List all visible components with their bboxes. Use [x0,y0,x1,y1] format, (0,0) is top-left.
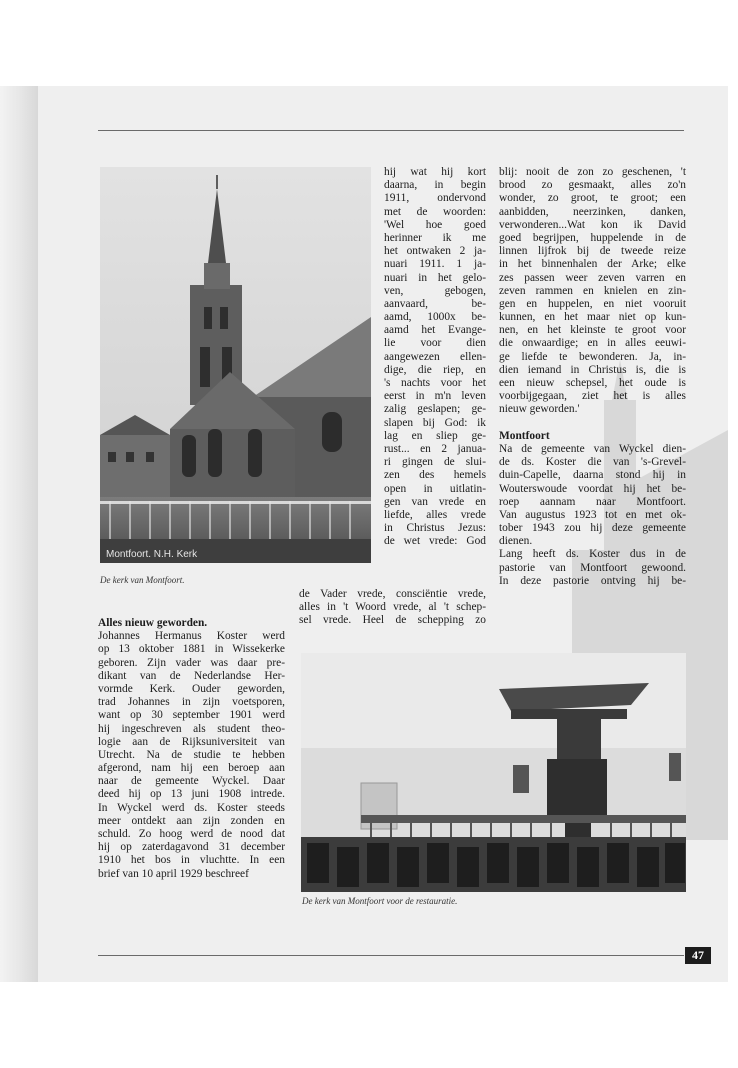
text-line: nuari in het gelo- [384,271,486,284]
text-line: zen des hemels [384,469,486,482]
text-line: linnen lijfrok bij de tweede reize [499,245,686,258]
text-line: kunnen, en het maar niet op kun- [499,311,686,324]
text-line: hij wat hij kort [384,166,486,178]
text-line: lie voor dien [384,337,486,350]
text-line: herinner ik me [384,231,486,244]
text-line: wonder, zo groot, te groot; een [499,192,686,205]
text-line: lag en sliep ge- [384,429,486,442]
text-line: trad Johannes in zijn voetsporen, [98,696,285,709]
text-line: dige, die riep, en [384,363,486,376]
text-line: In deze pastorie ontving hij be- [499,574,686,587]
column-2 [384,166,486,548]
page-number: 47 [685,947,711,964]
text-line: met de woorden: [384,205,486,218]
text-line: zes passen weer zeven varren en [499,271,686,284]
text-line: Utrecht. Na de studie te hebben [98,748,285,761]
text-line: hij op zaterdagavond 31 december [98,841,285,854]
text-line: aamd het Evange- [384,324,486,337]
text-line: afgerond, nam hij een beroep aan [98,762,285,775]
text-line: die onwaardige; en in alles eeuwi- [499,337,686,350]
text-line: nen, en het kleinste te groot voor [499,324,686,337]
text-line: blij: nooit de zon zo geschenen, 't [499,166,686,178]
text-line: aanvaard, be- [384,297,486,310]
text-line: de wet vrede: God [384,535,486,548]
text-line: de ds. Koster die van 's-Grevel- [499,456,686,469]
text-line: alles in 't Woord vrede, al 't schep- [299,601,486,614]
text-line: gen en huppelen, en niet vooruit [499,297,686,310]
top-rule [98,130,684,131]
book-spine [0,86,38,982]
text-line: geboren. Zijn vader was daar pre- [98,656,285,669]
text-line: slapen bij God: ik [384,416,486,429]
text-line: ge liefde te bewonderen. Ja, in- [499,350,686,363]
text-line: duin-Capelle, daarna stond hij in [499,469,686,482]
text-line: want op 30 september 1901 werd [98,709,285,722]
text-line: ri gingen de slui- [384,456,486,469]
text-line: aamd, 1000x be- [384,311,486,324]
text-line: rust... en 2 janua- [384,442,486,455]
text-line: Lang heeft ds. Koster dus in de [499,548,686,561]
text-line: pastorie van Montfoort gewoond. [499,561,686,574]
column-1 [98,617,285,881]
text-line: dienen. [499,535,533,548]
text-line: in het binnenhalen der Arke; elke [499,258,686,271]
text-line: brief van 10 april 1929 beschreef [98,867,249,880]
text-line: deed hij op 13 juni 1908 intrede. [98,788,285,801]
text-line: roep aannam naar Montfoort. [499,495,686,508]
text-line: dikant van de Nederlandse Her- [98,669,285,682]
text-line: schuld. Zo hoog werd de nood dat [98,828,285,840]
text-line: 's nachts voor het [384,377,486,389]
text-line: 1911, ondervond [384,192,486,205]
text-line: dien iemand in Christus is, die is [499,363,686,376]
text-line: meer ontdekt aan zijn zonden en [98,814,285,827]
text-line: brood zo gesmaakt, alles zo'n [499,179,686,192]
text-line: ven, gebogen, [384,284,486,297]
text-line: het ontwaken 2 ja- [384,245,486,258]
text-line: vormde Kerk. Ouder geworden, [98,682,285,695]
text-line: gen van vrede en [384,495,486,508]
text-line: Johannes Hermanus Koster werd [98,630,285,643]
text-line: tober 1943 zou hij deze gemeente [499,522,686,535]
text-line: eerst in m'n leven [384,390,486,403]
church-exterior-illustration [100,167,371,563]
text-line: Van augustus 1923 tot en met ok- [499,508,686,521]
text-line: daarna, in begin [384,179,486,192]
text-line: de Vader vrede, consciëntie vrede, [299,588,486,600]
bottom-rule [98,955,684,956]
text-line: een nieuw schepsel, het oude is [499,377,686,389]
photo-inscription: Montfoort. N.H. Kerk [106,549,198,560]
church-exterior-photo [100,167,371,563]
text-line: 1910 het bos in vluchtte. In een [98,854,285,867]
column-3 [499,166,686,588]
section-heading-montfoort: Montfoort [499,429,550,442]
text-line: hij ingeschreven als student theo- [98,722,285,735]
text-line: 'Wel hoe goed [384,218,486,231]
text-line: In Wyckel werd ds. Koster steeds [98,801,285,814]
text-line: nieuw geworden.' [499,403,580,416]
text-line: aanbidden, neerzinken, danken, [499,205,686,218]
photo-caption-interior: De kerk van Montfoort voor de restauratie. [302,896,458,906]
photo-caption-exterior: De kerk van Montfoort. [100,575,185,585]
text-line: nuari 1911. 1 ja- [384,258,486,271]
text-line: zalig geslapen; ge- [384,403,486,416]
text-line: aangewezen ellen- [384,350,486,363]
text-line: logie aan de Rijksuniversiteit van [98,735,285,748]
text-line: verwonderen...Wat kon ik David [499,218,686,231]
church-interior-illustration [301,653,686,892]
text-line: open in uitlatin- [384,482,486,495]
text-line: in Christus Jezus: [384,522,486,535]
paragraph-gap [499,417,686,430]
text-line: Na de gemeente van Wyckel dien- [499,442,686,455]
text-line: voorbijgegaan, ziet het is alles [499,390,686,403]
text-line: op 13 oktober 1881 in Wissekerke [98,643,285,656]
section-heading-alles-nieuw: Alles nieuw geworden. [98,617,208,629]
text-line: Wouterswoude voordat hij het be- [499,482,686,495]
text-line: sel vrede. Heel de schepping zo [299,614,486,627]
text-line: naar de gemeente Wyckel. Daar [98,775,285,788]
text-line: goed begrijpen, huppelende in de [499,231,686,244]
text-line: zeven rammen en knielen en zin- [499,284,686,297]
column-2-wide [299,588,486,628]
church-interior-photo [301,653,686,892]
text-line: liefde, alles vrede [384,508,486,521]
